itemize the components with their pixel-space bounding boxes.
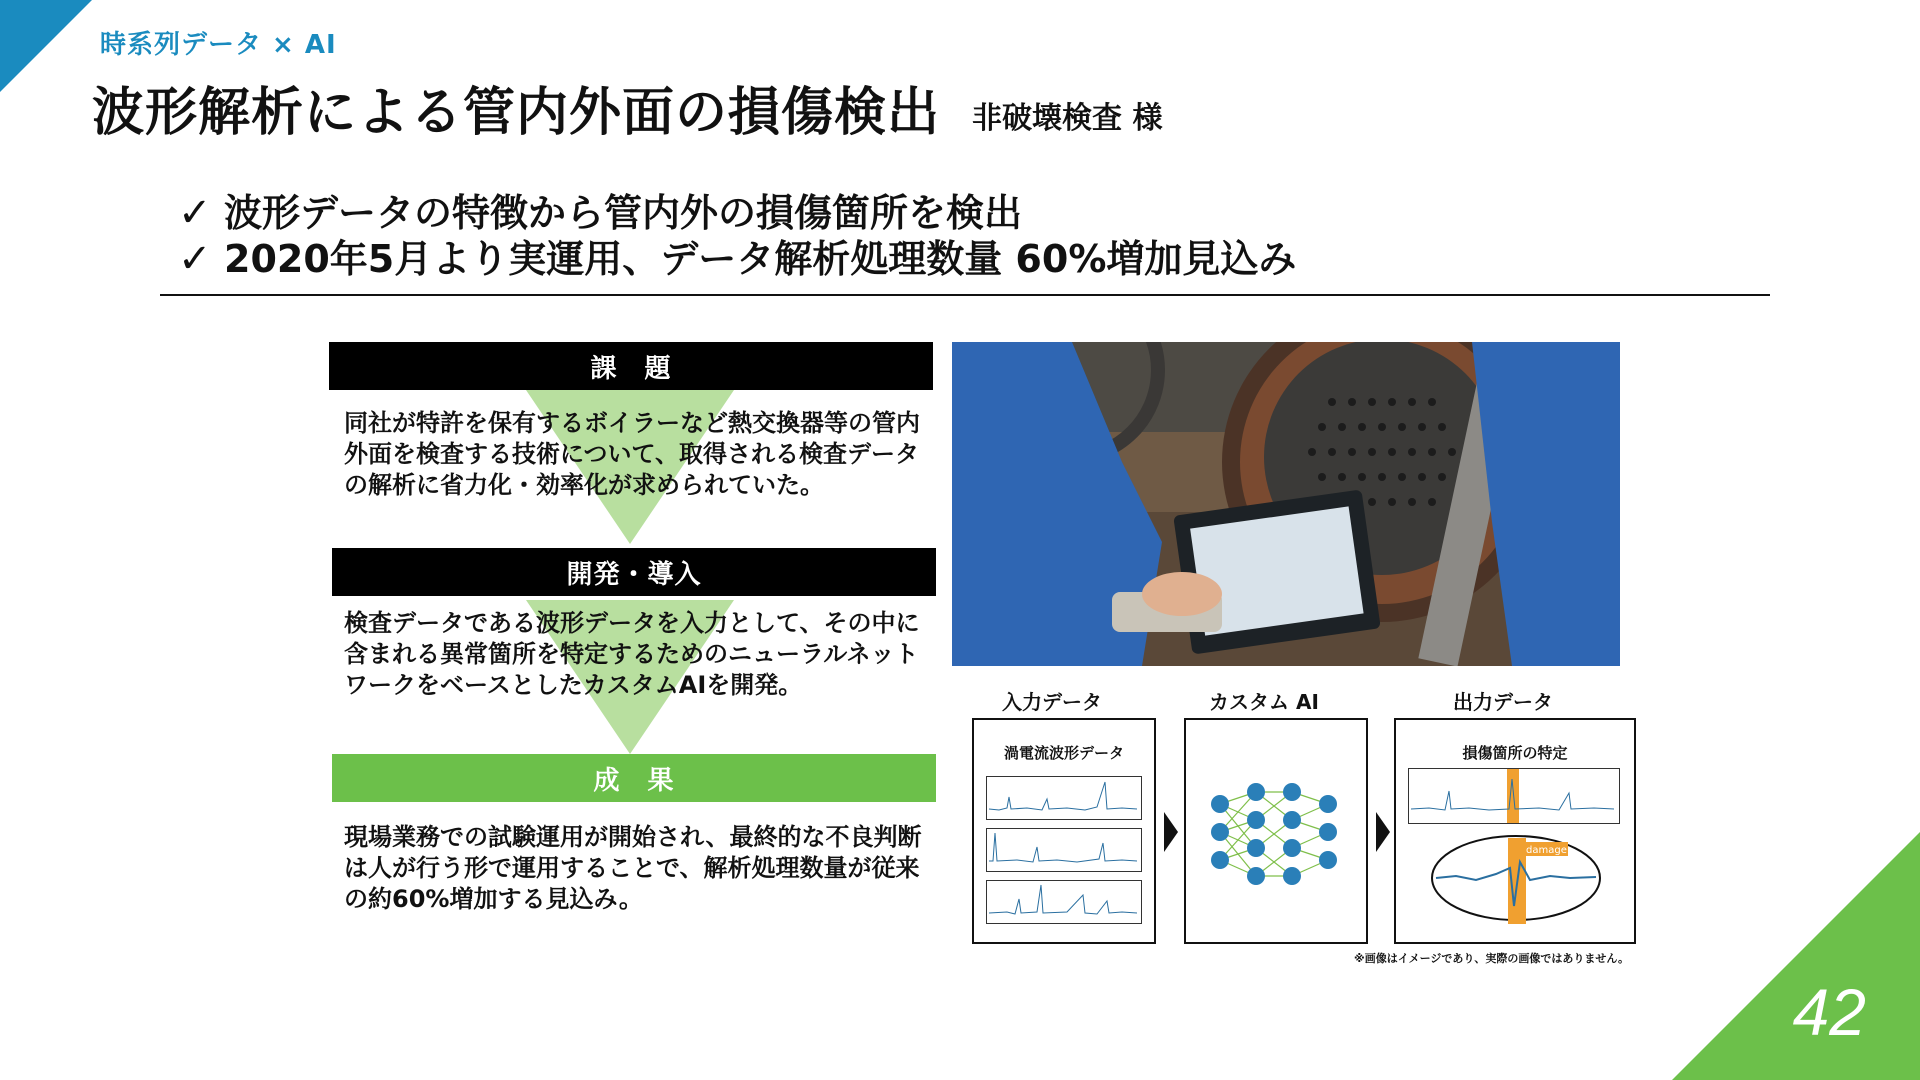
arrow-right-icon bbox=[1164, 812, 1178, 852]
arrow-right-icon bbox=[1376, 812, 1390, 852]
input-label: 入力データ bbox=[1002, 690, 1102, 714]
bullet-text: 2020年5月より実運用、データ解析処理数量 60%増加見込み bbox=[224, 237, 1297, 281]
result-heading: 成 果 bbox=[332, 754, 936, 802]
input-box-title: 渦電流波形データ bbox=[1003, 744, 1124, 762]
image-disclaimer: ※画像はイメージであり、実際の画像ではありません。 bbox=[1354, 952, 1630, 965]
result-text: 現場業務での試験運用が開始され、最終的な不良判断は人が行う形で運用することで、解析処理数量が従来の約60%増加する見込み。 bbox=[344, 823, 922, 913]
category-label: 時系列データ × AI bbox=[100, 30, 337, 60]
issue-heading: 課 題 bbox=[329, 342, 933, 390]
issue-text: 同社が特許を保有するボイラーなど熱交換器等の管内外面を検査する技術について、取得される検査データの解析に省力化・効率化が求められていた。 bbox=[344, 409, 920, 499]
corner-decoration-top-left bbox=[0, 0, 92, 92]
title-row bbox=[92, 70, 1162, 145]
client-name: 非破壊検査 様 bbox=[972, 101, 1163, 136]
divider bbox=[160, 294, 1770, 296]
input-box bbox=[972, 718, 1156, 944]
neural-network-icon bbox=[1186, 720, 1366, 942]
development-text: 検査データである波形データを入力として、その中に含まれる異常箇所を特定するためのニューラルネットワークをベースとしたカスタムAIを開発。 bbox=[344, 609, 920, 699]
bullet-list bbox=[178, 190, 1296, 282]
waveform-chart bbox=[1408, 768, 1620, 824]
waveform-chart bbox=[986, 880, 1142, 924]
ai-label: カスタム AI bbox=[1209, 690, 1319, 714]
output-box bbox=[1394, 718, 1636, 944]
development-heading: 開発・導入 bbox=[332, 548, 936, 596]
page-number: 42 bbox=[1792, 975, 1866, 1049]
inspection-photo bbox=[952, 342, 1620, 666]
damage-tag: damage bbox=[1526, 845, 1567, 856]
ai-process-diagram bbox=[960, 678, 1640, 968]
checkmark-icon: ✓ bbox=[178, 190, 212, 236]
output-label: 出力データ bbox=[1453, 690, 1553, 714]
checkmark-icon: ✓ bbox=[178, 236, 212, 282]
page-title: 波形解析による管内外面の損傷検出 bbox=[92, 83, 941, 143]
bullet-item bbox=[178, 236, 1296, 282]
waveform-chart bbox=[986, 776, 1142, 820]
output-box-title: 損傷箇所の特定 bbox=[1462, 744, 1568, 762]
bullet-text: 波形データの特徴から管内外の損傷箇所を検出 bbox=[224, 191, 1023, 235]
damage-detail-chart bbox=[1426, 828, 1606, 928]
ai-box bbox=[1184, 718, 1368, 944]
process-flow bbox=[330, 342, 934, 942]
waveform-chart bbox=[986, 828, 1142, 872]
bullet-item bbox=[178, 190, 1296, 236]
